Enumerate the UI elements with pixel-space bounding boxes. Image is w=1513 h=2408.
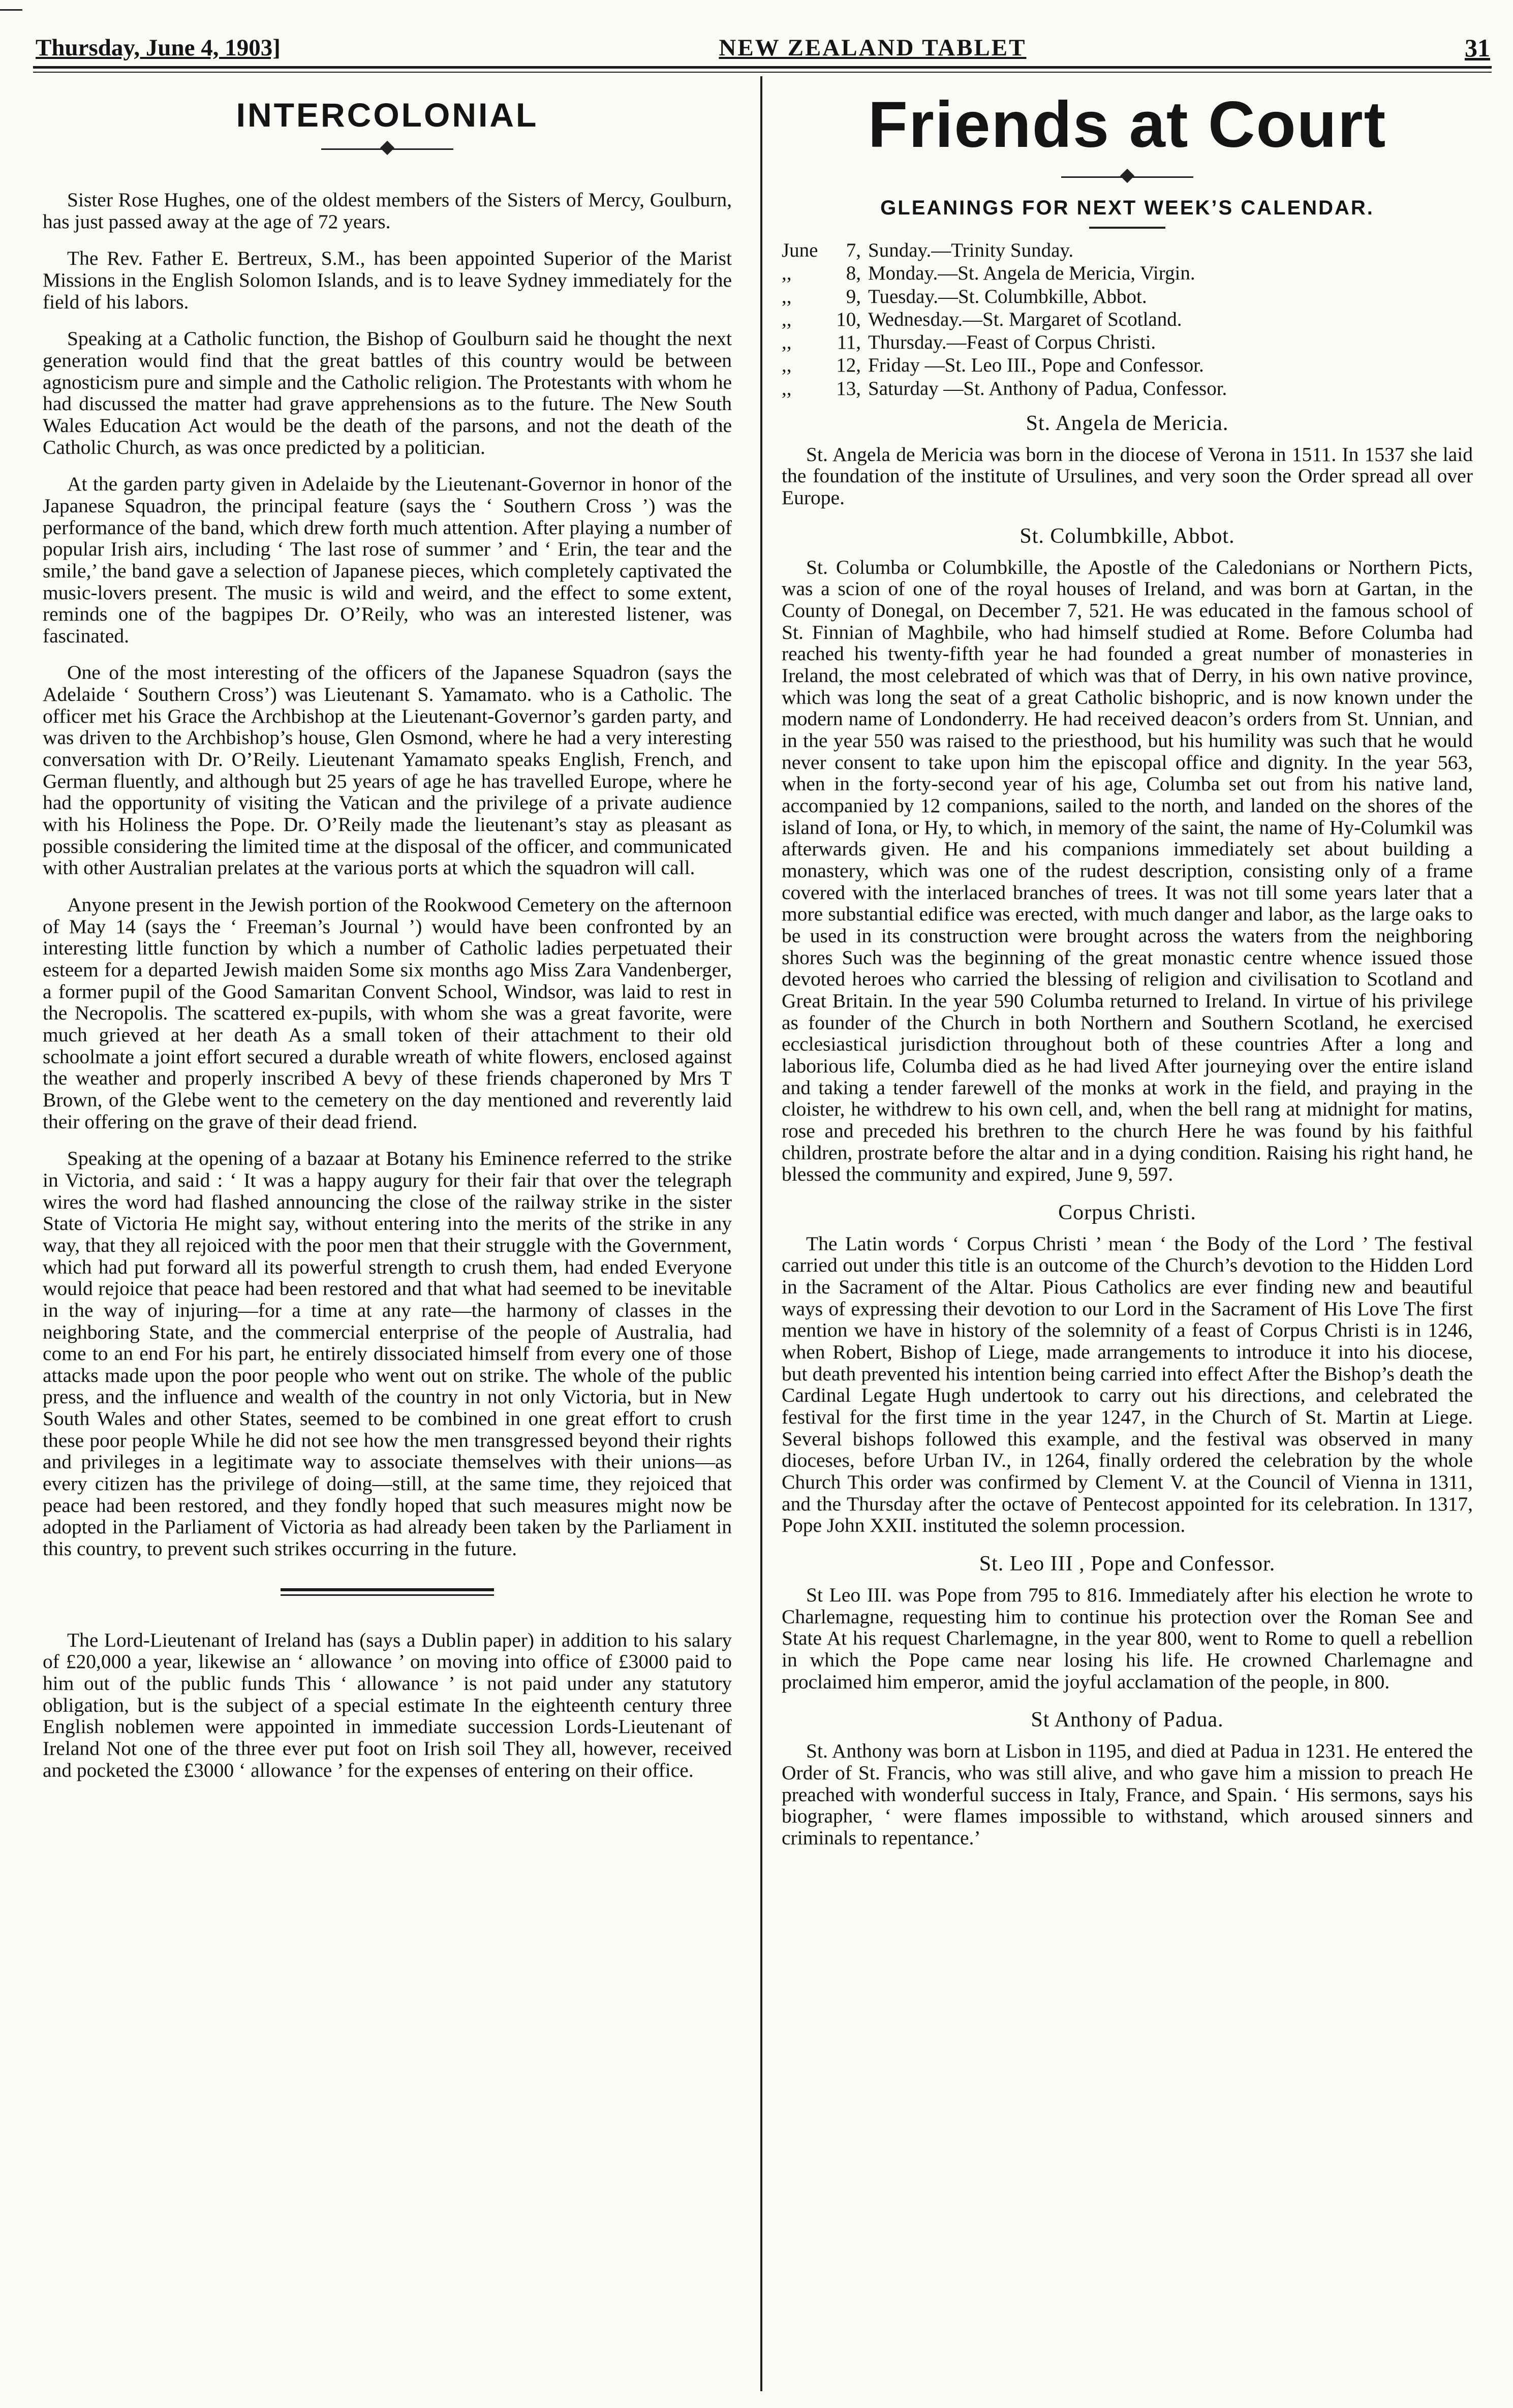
right-column	[782, 76, 1473, 1864]
article-paragraph: Anyone present in the Jewish portion of the Rookwood Cemetery on the afternoon of May 14 (says the ‘ Freeman’s Journal ’) would have been confronted by an interesting little function by which a number of Catholic ladies perpetuated their esteem for a departed Jewish maiden Some six months ago Miss Zara Vandenberger, a former pupil of the Good Samaritan Convent School, Windsor, was laid to rest in the Necropolis. The scattered ex-pupils, with whom she was a great favorite, were much grieved at her death As a small token of their attachment to their old schoolmate a joint effort secured a durable wreath of white flowers, enclosed against the weather and properly inscribed A bevy of these friends chaperoned by Mrs T Brown, of the Glebe went to the cemetery on the day mentioned and reverently laid their offering on the grave of their dead friend.	[43, 893, 732, 1133]
header-rule-thick	[33, 66, 1492, 69]
feast-heading-anthony: St Anthony of Padua.	[1031, 1708, 1224, 1732]
feast-heading-leo: St. Leo III , Pope and Confessor.	[979, 1552, 1276, 1576]
article-paragraph: One of the most interesting of the officers of the Japanese Squadron (says the Adelaide ‘ Southern Cross’) was Lieutenant S. Yamamato. who is a Catholic. The officer met his Grace the Archbishop at the Lieutenant-Governor’s garden party, and was driven to the Archbishop’s house, Glen Osmond, where he had a very interesting conversation with Dr. O’Reily. Lieutenant Yamamato speaks English, French, and German fluently, and although but 25 years of age he has travelled Europe, where he had the opportunity of visiting the Vatican and the privilege of a private audience with his Holiness the Pope. Dr. O’Reily made the lieutenant’s stay as pleasant as possible considering the limited time at the disposal of the officer, and communicated with other Australian prelates at the various ports at which the squadron will call.	[43, 661, 732, 879]
section-heading-intercolonial: INTERCOLONIAL	[236, 96, 539, 134]
diamond-icon	[1120, 169, 1134, 183]
header-masthead: NEW ZEALAND TABLET	[719, 35, 1027, 61]
article-paragraph: Speaking at a Catholic function, the Bishop of Goulburn said he thought the next generation would find that the great battles of this country would be between agnosticism pure and simple and the Catholic religion. The Protestants with whom he had discussed the matter had grave apprehensions as to the future. The New South Wales Education Act would be the death of the parsons, and not the death of the Catholic Church, as was once predicted by a politician.	[43, 327, 732, 458]
section-divider	[281, 1588, 494, 1596]
short-rule	[1089, 227, 1165, 229]
calendar-row: ,, 11, Thursday.—Feast of Corpus Christi.	[782, 331, 1156, 354]
header-rule-thin	[33, 72, 1492, 73]
page-header	[36, 32, 1490, 64]
heading-ornament	[321, 139, 453, 160]
article-paragraph: The Rev. Father E. Bertreux, S.M., has been appointed Superior of the Marist Missions in the English Solomon Islands, and is to leave Sydney immediately for the field of his labors.	[43, 247, 732, 313]
article-paragraph: Speaking at the opening of a bazaar at Botany his Eminence referred to the strike in Victoria, and said : ‘ It was a happy augury for their fair that over the telegraph wires the word had flashed announcing the close of the railway strike in the sister State of Victoria He might say, without entering into the merits of the strike in any way, that they all rejoiced with the poor men that their struggle with the Government, which had put forward all its powerful strength to crush them, had ended Everyone would rejoice that peace had been restored and that what had seemed to be inevitable in the way of injuring—for a time at any rate—the harmony of classes in the neighboring State, and the commercial enterprise of the people of Australia, had come to an end For his part, he entirely dissociated himself from every one of those attacks made upon the poor people who went out on strike. The whole of the public press, and the influence and wealth of the country in not only Victoria, but in New South Wales and other States, seemed to be combined in one great effort to crush these poor people While he did not see how the men transgressed beyond their rights and privileges in a legitimate way to associate themselves with their unions—as every citizen has the privilege of doing—still, at the same time, they rejoiced that peace had been restored, and they fondly hoped that such measures might now be adopted in the Parliament of Victoria as had already been taken by the Parliament in this country, to prevent such strikes occurring in the future.	[43, 1147, 732, 1560]
calendar-row: ,, 10, Wednesday.—St. Margaret of Scotland.	[782, 308, 1182, 330]
feast-heading-columbkille: St. Columbkille, Abbot.	[1020, 524, 1235, 548]
feast-heading-corpus-christi: Corpus Christi.	[1058, 1200, 1196, 1224]
calendar-subheading: GLEANINGS FOR NEXT WEEK’S CALENDAR.	[880, 197, 1374, 220]
column-divider	[760, 76, 762, 2391]
calendar-row: June 7, Sunday.—Trinity Sunday.	[782, 239, 1074, 262]
feast-paragraph: St. Anthony was born at Lisbon in 1195, and died at Padua in 1231. He entered the Order of St. Francis, who was still alive, and who gave him a mission to preach He preached with wonderful success in Italy, France, and Spain. ‘ His sermons, says his biographer, ‘ were flames impossible to withstand, which aroused sinners and criminals to repentance.’	[782, 1740, 1473, 1849]
feast-paragraph: St Leo III. was Pope from 795 to 816. Immediately after his election he wrote to Charlemagne, requesting him to continue his protection over the Roman See and State At his request Charlemagne, in the year 800, went to Rome to quell a rebellion in which the Pope came near losing his life. He crowned Charlemagne and proclaimed him emperor, amid the joyful acclamation of the people, in 800.	[782, 1584, 1473, 1693]
article-paragraph: At the garden party given in Adelaide by the Lieutenant-Governor in honor of the Japanese Squadron, the principal feature (says the ‘ Southern Cross ’) was the performance of the band, which drew forth much attention. After playing a number of popular Irish airs, including ‘ The last rose of summer ’ and ‘ Erin, the tear and the smile,’ the band gave a selection of Japanese pieces, which completely captivated the music-lovers present. The music is wild and weird, and the effect to some extent, reminds one of the bagpipes Dr. O’Reily, who was an interested listener, was fascinated.	[43, 473, 732, 647]
feast-heading-angela: St. Angela de Mericia.	[1026, 411, 1229, 435]
calendar-row: ,, 13, Saturday —St. Anthony of Padua, Confessor.	[782, 377, 1227, 399]
feast-paragraph: St. Columba or Columbkille, the Apostle of the Caledonians or Northern Picts, was a scion of one of the royal houses of Ireland, and was born at Gartan, in the County of Donegal, on December 7, 521. He was educated in the famous school of St. Finnian of Maghbile, who had himself studied at Rome. Before Columba had reached his twenty-fifth year he had founded a great number of monasteries in Ireland, the most celebrated of which was that of Derry, in his own native province, which was long the seat of a great Catholic bishopric, and is now known under the modern name of Londonderry. He had received deacon’s orders from St. Unnian, and in the year 550 was raised to the priesthood, but his humility was such that he would never consent to take upon him the episcopal office and dignity. In the year 563, when in the forty-second year of his age, Columba set out from his native land, accompanied by 12 companions, sailed to the north, and landed on the shores of the island of Iona, or Hy, to which, in memory of the saint, the name of Hy-Columkil was afterwards given. He and his companions immediately set about building a monastery, which was one of the rudest description, consisting only of a frame covered with the interlaced branches of trees. It was not till some years later that a more substantial edifice was erected, with much danger and labor, as the large oaks to be used in its construction were brought across the waters from the neighboring shores Such was the beginning of the great monastic centre whence issued those devoted heroes who carried the blessing of religion and civilisation to Scotland and Great Britain. In the year 590 Columba returned to Ireland. In virtue of his privilege as founder of the Church in both Northern and Southern Scotland, he exercised ecclesiastical jurisdiction throughout both of these countries After a long and laborious life, Columba died as he had lived After journeying over the entire island and taking a tender farewell of the monks at work in the field, and praying in the cloister, he withdrew to his own cell, and, when the bell rang at midnight for matins, rose and preceded his brethren to the church Here he was found by his faithful children, prostrate before the altar and in a dying condition. Raising his right hand, he blessed the community and expired, June 9, 597.	[782, 555, 1473, 1186]
feast-paragraph: St. Angela de Mericia was born in the diocese of Verona in 1511. In 1537 she laid the foundation of the institute of Ursulines, and very soon the Order spread all over Europe.	[782, 443, 1473, 509]
header-date: Thursday, June 4, 1903]	[36, 35, 281, 61]
article-paragraph: Sister Rose Hughes, one of the oldest members of the Sisters of Mercy, Goulburn, has just passed away at the age of 72 years.	[43, 189, 732, 233]
calendar-row: ,, 12, Friday —St. Leo III., Pope and Confessor.	[782, 354, 1204, 377]
title-ornament	[1061, 167, 1193, 188]
header-page-number: 31	[1464, 34, 1490, 62]
calendar-row: ,, 9, Tuesday.—St. Columbkille, Abbot.	[782, 285, 1147, 307]
diamond-icon	[380, 141, 394, 155]
page-title: Friends at Court	[868, 88, 1387, 161]
feast-paragraph: The Latin words ‘ Corpus Christi ’ mean ‘ the Body of the Lord ’ The festival carried out under this title is an outcome of the Church’s devotion to the Hidden Lord in the Sacrament of the Altar. Pious Catholics are ever finding new and beautiful ways of expressing their devotion to our Lord in the Sacrament of His Love The first mention we have in history of the solemnity of a feast of Corpus Christi is in 1246, when Robert, Bishop of Liege, made arrangements to introduce it into his diocese, but death prevented his intention being carried into effect After the Bishop’s death the Cardinal Legate Hugh undertook to carry out his directions, and celebrated the festival for the first time in the year 1247, in the Church of St. Martin at Liege. Several bishops followed this example, and the festival was observed in many dioceses, before Urban IV., in 1264, finally ordered the celebration by the whole Church This order was confirmed by Clement V. at the Council of Vienna in 1311, and the Thursday after the octave of Pentecost appointed for its celebration. In 1317, Pope John XXII. instituted the solemn procession.	[782, 1232, 1473, 1537]
article-paragraph-lord-lieutenant: The Lord-Lieutenant of Ireland has (says a Dublin paper) in addition to his salary of £20,000 a year, likewise an ‘ allowance ’ on moving into office of £3000 paid to him out of the public funds This ‘ allowance ’ is not paid under any statutory obligation, but is the subject of a special estimate In the eighteenth century three English noblemen were appointed in immediate succession Lords-Lieutenant of Ireland Not one of the three ever put foot on Irish soil They all, however, received and pocketed the £3000 ‘ allowance ’ for the expenses of entering on their office.	[43, 1628, 732, 1781]
calendar-list	[782, 239, 1473, 400]
left-column	[43, 76, 732, 1796]
calendar-row: ,, 8, Monday.—St. Angela de Mericia, Virgin.	[782, 262, 1195, 285]
page-corner-mark	[0, 9, 22, 11]
